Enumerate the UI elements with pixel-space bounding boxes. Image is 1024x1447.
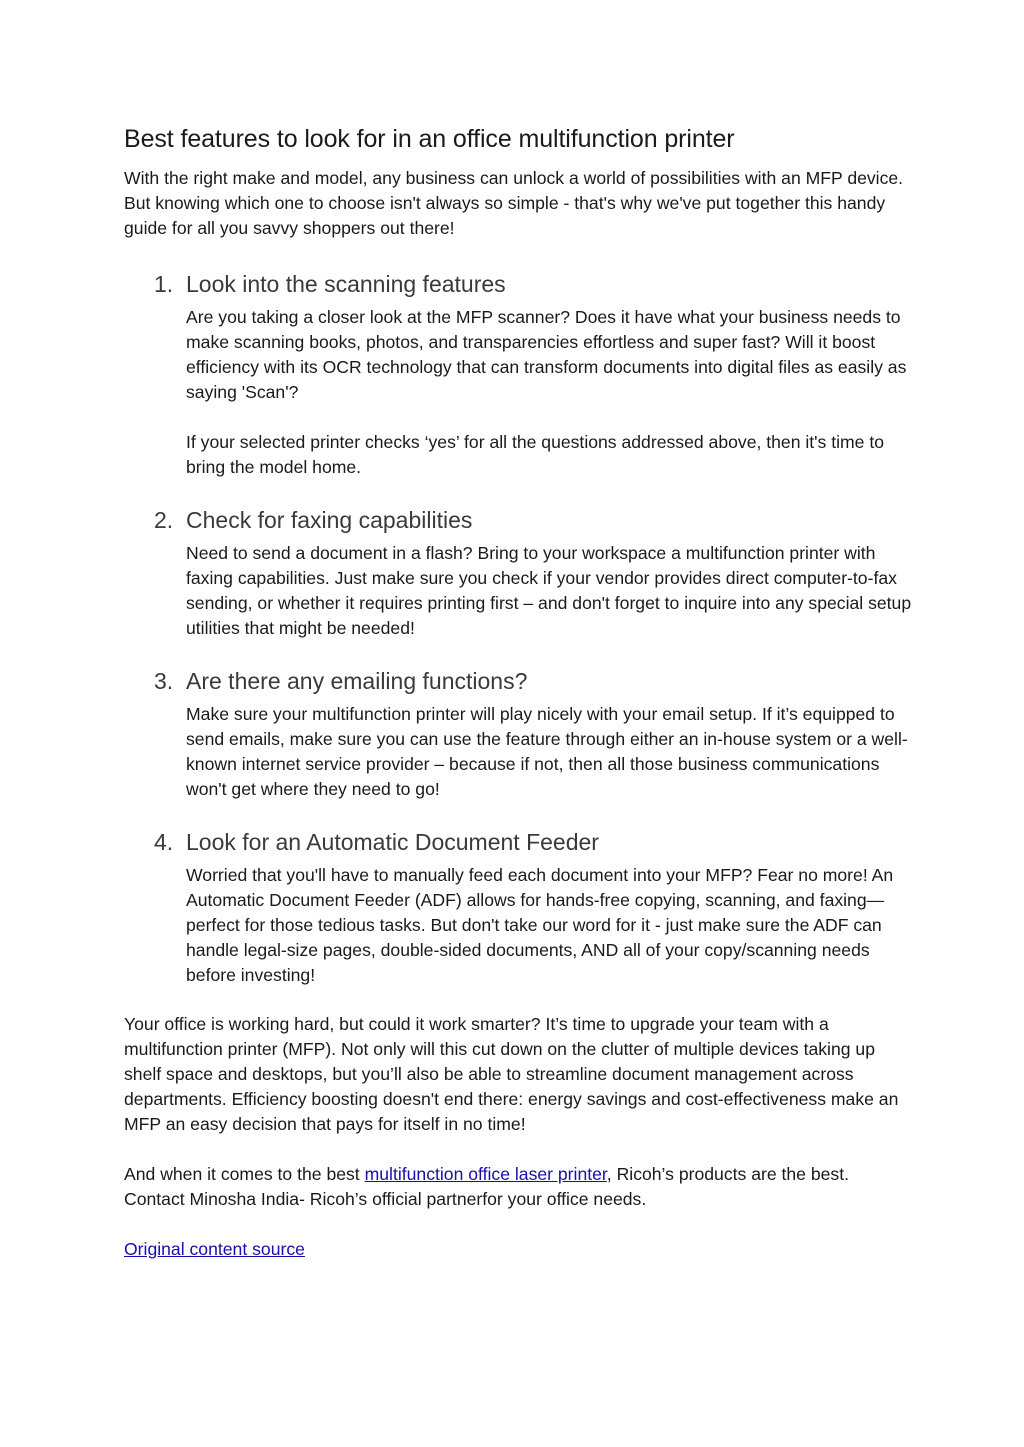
closing-section: [124, 1012, 914, 1212]
section-heading-adf: Look for an Automatic Document Feeder: [186, 829, 599, 855]
list-item-number: 4.: [154, 829, 174, 855]
intro-paragraph: With the right make and model, any business can unlock a world of possibilities with an MFP device. But knowing which one to choose isn't always so simple - that's why we've put together this handy guide for all you savvy shoppers out there!: [124, 168, 904, 238]
page-title: Best features to look for in an office multifunction printer: [124, 125, 735, 153]
section-heading-faxing: Check for faxing capabilities: [186, 507, 473, 533]
multifunction-printer-link[interactable]: multifunction office laser printer: [364, 1164, 607, 1184]
document-page: [124, 122, 914, 1262]
cta-paragraph: [124, 1162, 914, 1212]
list-item-number: 2.: [154, 507, 174, 533]
list-item-faxing: [124, 504, 914, 641]
list-item-number: 1.: [154, 271, 174, 297]
list-item-scanning: [124, 268, 914, 480]
section-paragraph: If your selected printer checks ‘yes’ for all the questions addressed above, then it's time to bring the model home.: [186, 432, 885, 477]
section-heading-scanning: Look into the scanning features: [186, 271, 506, 297]
cta-text-before: And when it comes to the best: [124, 1164, 365, 1184]
cta-text-after: , Ricoh’s products are the best. Contact Minosha India- Ricoh’s official partnerfor your office needs.: [124, 1164, 850, 1209]
list-item-number: 3.: [154, 668, 174, 694]
section-paragraph: Need to send a document in a flash? Bring to your workspace a multifunction printer with faxing capabilities. Just make sure you check if your vendor provides direct computer-to-fax sending, or whether it requires printing first – and don't forget to inquire into any special setup utilities that might be needed!: [186, 543, 912, 638]
source-paragraph: [124, 1237, 914, 1262]
closing-paragraph: Your office is working hard, but could it work smarter? It’s time to upgrade your team with a multifunction printer (MFP). Not only will this cut down on the clutter of multiple devices taking up shelf space and desktops, but you’ll also be able to streamline document management across departments. Efficiency boosting doesn't end there: energy savings and cost-effectiveness make an MFP an easy decision that pays for itself in no time!: [124, 1014, 899, 1134]
list-item-emailing: [124, 665, 914, 802]
list-item-adf: [124, 826, 914, 988]
section-paragraph: Worried that you'll have to manually feed each document into your MFP? Fear no more! An Automatic Document Feeder (ADF) allows for hands-free copying, scanning, and faxing— perfect for those tedious tasks. But don't take our word for it - just make sure the ADF can handle legal-size pages, double-sided documents, AND all of your copy/scanning needs before investing!: [186, 865, 894, 985]
section-paragraph: Make sure your multifunction printer will play nicely with your email setup. If it’s equipped to send emails, make sure you can use the feature through either an in-house system or a well-known internet service provider – because if not, then all those business communications won't get where they need to go!: [186, 704, 908, 799]
section-heading-emailing: Are there any emailing functions?: [186, 668, 528, 694]
section-paragraph: Are you taking a closer look at the MFP scanner? Does it have what your business needs to make scanning books, photos, and transparencies effortless and super fast? Will it boost efficiency with its OCR technology that can transform documents into digital files as easily as saying 'Scan'?: [186, 307, 907, 402]
original-source-link[interactable]: Original content source: [124, 1239, 305, 1259]
